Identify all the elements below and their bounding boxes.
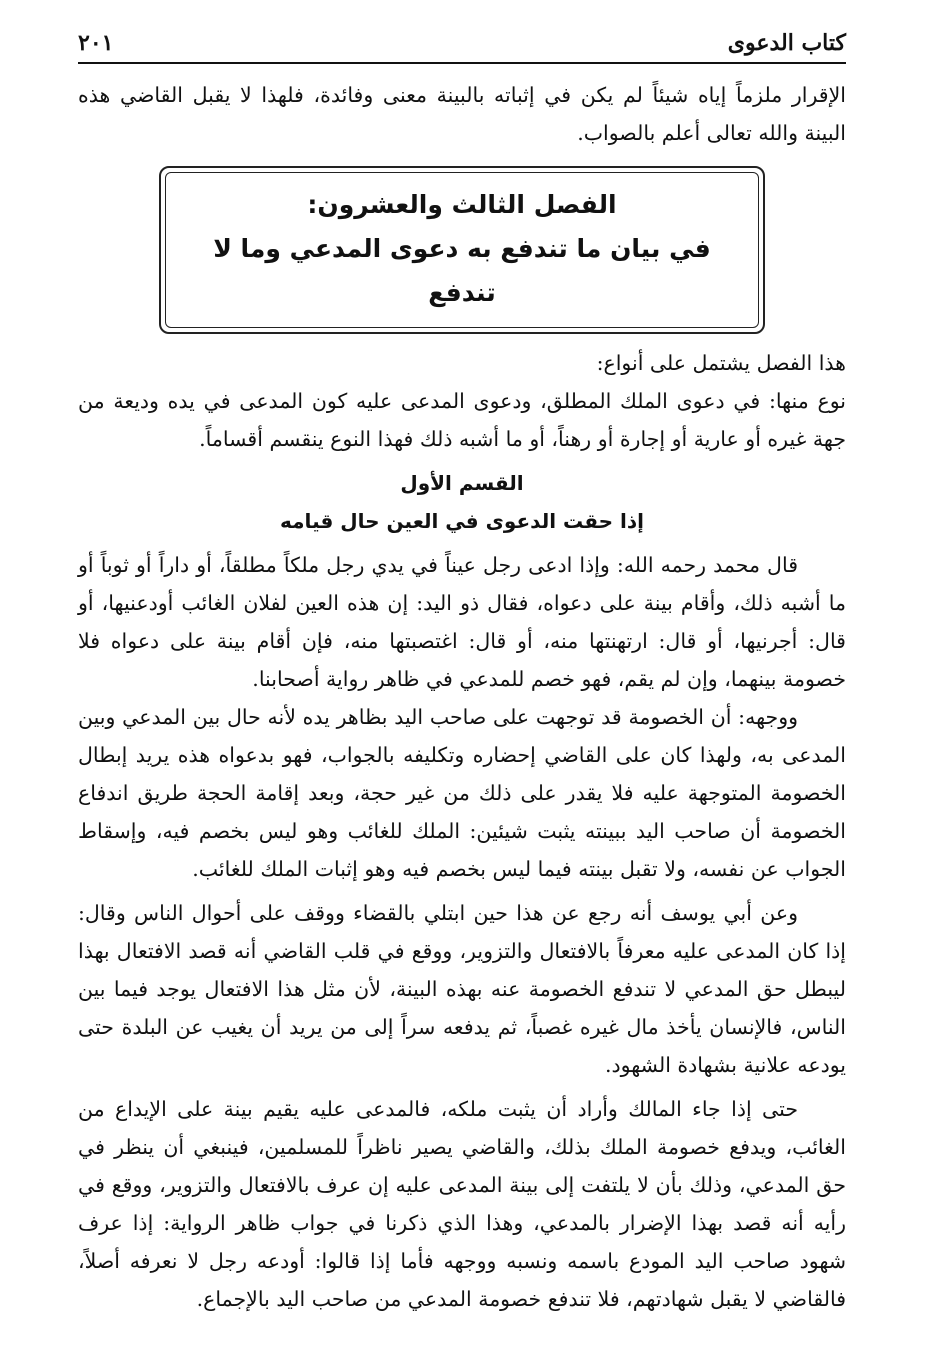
- type-one-paragraph: نوع منها: في دعوى الملك المطلق، ودعوى المدعى عليه كون المدعى في يده وديعة من جهة غيره أو عارية أو إجارة أو رهناً، أو ما أشبه ذلك فهذا النوع ينقسم أقساماً.: [78, 389, 846, 451]
- section-title: القسم الأول: [400, 471, 524, 495]
- chapter-intro: هذا الفصل يشتمل على أنواع:: [596, 351, 846, 375]
- paragraph-4: حتى إذا جاء المالك وأراد أن يثبت ملكه، فالمدعى عليه يقيم بينة على الإيداع من الغائب، ويدفع خصومة الملك بذلك، والقاضي يصير ناظراً للمسلمين، فينبغي أن ينظر في حق المدعي، وذلك بأن لا يلتفت إلى بينة المدعى عليه إن عرف بالافتعال والتزوير، ووقع في رأيه أنه قصد بهذا الإضرار بالمدعي، وهذا الذي ذكرنا في جواب ظاهر الرواية: إذا عرف شهود صاحب اليد المودع باسمه ونسبه ووجهه فأما إذا قالوا: أودعه رجل لا نعرفه أصلاً، فالقاضي لا يقبل شهادتهم، فلا تندفع خصومة المدعي من صاحب اليد بالإجماع.: [78, 1097, 846, 1311]
- chapter-frame: [159, 166, 765, 334]
- paragraph-1: قال محمد رحمه الله: وإذا ادعى رجل عيناً في يدي رجل ملكاً مطلقاً، أو داراً أو ثوباً أو ما أشبه ذلك، وأقام بينة على دعواه، فقال ذو اليد: إن هذه العين لفلان الغائب أودعنيها، أو قال: أجرنيها، أو قال: ارتهنتها منه، أو قال: اغتصبتها منه، فإن أقام بينة على دعواه فلا خصومة بينهما، وإن لم يقم، فهو خصم للمدعي في ظاهر رواية أصحابنا.: [78, 553, 846, 691]
- chapter-title-line1: الفصل الثالث والعشرون:: [307, 190, 617, 219]
- book-title: كتاب الدعوى: [727, 30, 846, 56]
- paragraph-3: وعن أبي يوسف أنه رجع عن هذا حين ابتلي بالقضاء ووقف على أحوال الناس وقال: إذا كان المدعى عليه معرفاً بالافتعال والتزوير، ووقع في قلب القاضي أنه قصد الافتعال بهذا ليبطل حق المدعي لا تندفع الخصومة عنه بهذه البينة، لأن مثل هذا الافتعال يوجد فيما بين الناس، فالإنسان يأخذ مال غيره غصباً، ثم يدفعه سراً إلى من يريد أن يغيب عن البلدة حتى يودعه علانية بشهادة الشهود.: [78, 901, 846, 1077]
- intro-paragraph: الإقرار ملزماً إياه شيئاً لم يكن في إثباته بالبينة معنى وفائدة، فلهذا لا يقبل القاضي هذه البينة والله تعالى أعلم بالصواب.: [78, 83, 846, 145]
- chapter-title-line2: في بيان ما تندفع به دعوى المدعي وما لا تندفع: [213, 234, 711, 307]
- section-subtitle: إذا حقت الدعوى في العين حال قيامه: [280, 509, 644, 533]
- paragraph-2: ووجهه: أن الخصومة قد توجهت على صاحب اليد بظاهر يده لأنه حال بين المدعي وبين المدعى به، ولهذا كان على القاضي إحضاره وتكليفه بالجواب، فهو بدعواه هذه يريد إبطال الخصومة المتوجهة عليه فلا يقدر على ذلك من غير حجة، وبعد إقامة الحجة طريق اندفاع الخصومة أن صاحب اليد ببينته يثبت شيئين: الملك للغائب وهو ليس بخصم فيه، وإسقاط الجواب عن نفسه، ولا تقبل بينته فيما ليس بخصم فيه وهو إثبات الملك للغائب.: [78, 705, 846, 881]
- page-header: [78, 30, 846, 64]
- book-page: [78, 30, 846, 1318]
- page-number: ٢٠١: [78, 30, 114, 56]
- chapter-frame-inner: [165, 172, 759, 328]
